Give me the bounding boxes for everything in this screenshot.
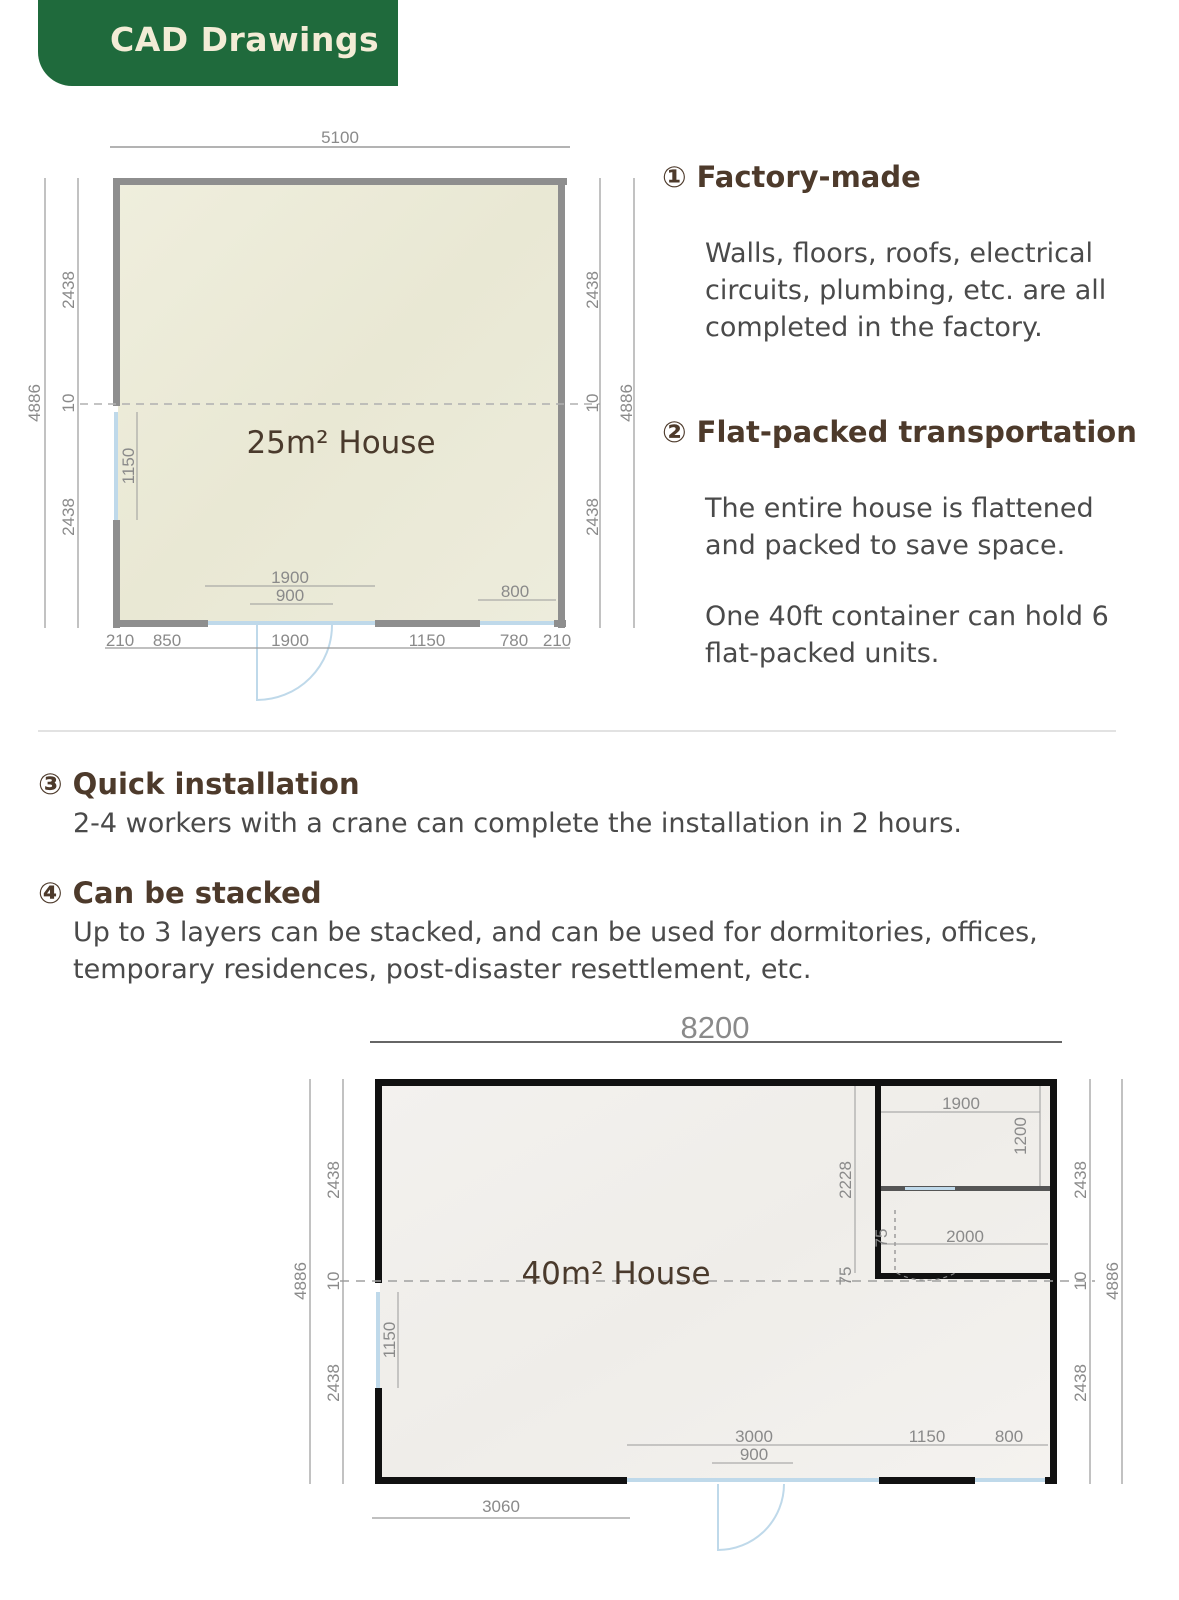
large-wall-left-lower (375, 1388, 382, 1484)
small-dim-outer-left: 4886 (25, 384, 44, 422)
small-dim-bottom-2: 850 (152, 631, 182, 650)
small-wall-bottom-3 (554, 620, 566, 627)
large-dim-mid-left: 10 (324, 1271, 343, 1291)
small-dim-lower-right: 2438 (583, 498, 602, 536)
feature-2-title: ② Flat-packed transportation (662, 415, 1137, 449)
large-dim-upper-left: 2438 (324, 1161, 343, 1199)
large-room-wall-horizontal (875, 1273, 1057, 1279)
feature-4-body: Up to 3 layers can be stacked, and can be used for dormitories, offices, temporary residences, post-disaster resettlement, etc. (73, 917, 1038, 985)
small-dim-top: 5100 (321, 128, 359, 147)
large-house-plan (291, 1010, 1122, 1550)
large-dim-top: 8200 (680, 1010, 750, 1045)
small-dim-bottom-1: 210 (105, 631, 135, 650)
feature-3-body: 2-4 workers with a crane can complete the installation in 2 hours. (73, 808, 962, 839)
feature-1-title: ① Factory-made (662, 160, 921, 194)
small-window-left (114, 412, 118, 520)
small-wall-top (113, 178, 567, 185)
large-dim-room-width-label: 1900 (942, 1094, 980, 1113)
large-window-bottom (975, 1478, 1045, 1482)
large-dim-lower-right: 2438 (1071, 1364, 1090, 1402)
small-dim-mid-left: 10 (59, 393, 78, 413)
large-dim-win-mid: 1150 (908, 1427, 946, 1446)
small-dim-window-right-label: 800 (500, 582, 530, 601)
large-dim-bottom-left: 3060 (482, 1497, 520, 1516)
large-wall-bottom-1 (375, 1477, 627, 1484)
large-dim-room-height-label: 2228 (836, 1161, 855, 1199)
small-dim-bottom-6: 210 (542, 631, 572, 650)
large-room-wall-vertical (875, 1079, 881, 1279)
large-dim-lower-left: 2438 (324, 1364, 343, 1402)
feature-4-title: ④ Can be stacked (38, 876, 322, 910)
small-dim-outer-right: 4886 (617, 384, 636, 422)
small-wall-bottom-2 (375, 620, 480, 627)
large-dim-win-right: 800 (994, 1427, 1024, 1446)
small-dim-upper-right: 2438 (583, 271, 602, 309)
large-house-label: 40m² House (521, 1256, 711, 1292)
small-dim-door-opening-label: 1900 (271, 568, 309, 587)
small-wall-left-upper (113, 178, 120, 406)
section-title: CAD Drawings (110, 20, 380, 59)
large-dim-upper-right: 2438 (1071, 1161, 1090, 1199)
small-dim-bottom-5: 780 (499, 631, 529, 650)
large-dim-mid-right: 10 (1071, 1271, 1090, 1291)
large-wall-bottom-2 (879, 1477, 975, 1484)
small-dim-bottom-3: 1900 (271, 631, 309, 650)
large-dim-small-b: 75 (836, 1266, 855, 1286)
large-dim-outer-right: 4886 (1103, 1262, 1122, 1300)
large-wall-top (375, 1079, 1057, 1086)
feature-2-body-1: The entire house is flattened and packed to save space. (705, 493, 1094, 561)
large-dim-door: 900 (739, 1445, 769, 1464)
large-door-swing (718, 1484, 784, 1550)
small-wall-bottom-1 (113, 620, 208, 627)
small-dim-door-label: 900 (275, 586, 305, 605)
small-wall-right (558, 178, 565, 628)
small-dim-bottom-4: 1150 (408, 631, 446, 650)
small-dim-window: 1150 (119, 447, 138, 485)
small-dim-mid-right: 10 (583, 393, 602, 413)
large-dim-door-opening: 3000 (735, 1427, 773, 1446)
large-dim-room2-width-label: 2000 (946, 1227, 984, 1246)
small-dim-upper-left: 2438 (59, 271, 78, 309)
large-dim-outer-left: 4886 (291, 1262, 310, 1300)
small-house-label: 25m² House (246, 425, 436, 461)
large-wall-left-upper (375, 1079, 382, 1283)
small-dim-lower-left: 2438 (59, 498, 78, 536)
small-floor (118, 183, 562, 623)
large-wall-bottom-3 (1045, 1477, 1057, 1484)
small-window-bottom (480, 621, 554, 625)
small-door-opening (208, 621, 375, 625)
large-dim-window: 1150 (380, 1321, 399, 1359)
large-dim-room-window-label: 1200 (1011, 1117, 1030, 1155)
feature-2-body-2: One 40ft container can hold 6 flat-packed units. (705, 601, 1109, 669)
large-dim-small-a: 75 (872, 1228, 891, 1248)
feature-3-title: ③ Quick installation (38, 767, 360, 801)
feature-1-body: Walls, floors, roofs, electrical circuits, plumbing, etc. are all completed in the factory. (705, 238, 1107, 343)
small-wall-left-lower (113, 520, 120, 628)
large-door-opening (627, 1478, 879, 1482)
large-room-partition-window (905, 1187, 955, 1190)
small-house-plan (25, 128, 636, 700)
